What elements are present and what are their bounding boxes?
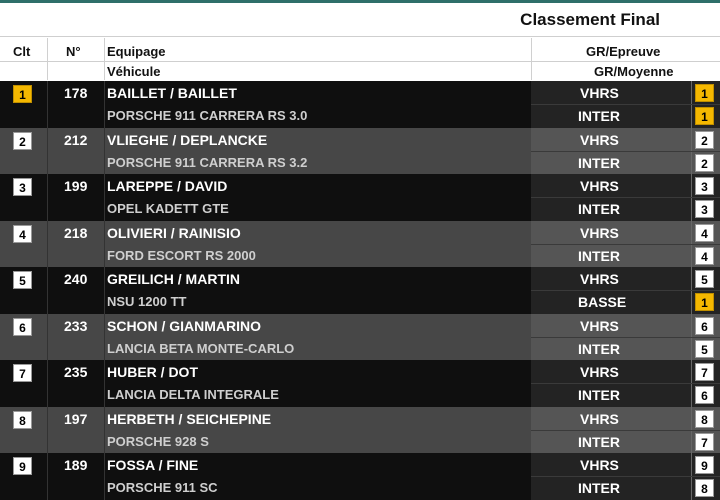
header-divider: [47, 38, 48, 80]
group-moyenne: INTER: [578, 108, 620, 124]
car-number: 199: [64, 178, 88, 194]
crew-name: VLIEGHE / DEPLANCKE: [107, 131, 268, 148]
group-epreuve-rank-badge: 2: [695, 131, 714, 149]
group-moyenne: INTER: [578, 154, 620, 171]
row-divider: [531, 151, 720, 152]
table-row[interactable]: [0, 407, 720, 454]
header-gr-epreuve[interactable]: GR/Epreuve: [586, 44, 661, 59]
group-moyenne-rank-badge: 1: [695, 107, 714, 125]
row-divider: [531, 104, 720, 105]
crew-name: BAILLET / BAILLET: [107, 85, 237, 101]
row-divider: [531, 337, 720, 338]
group-moyenne: INTER: [578, 480, 620, 496]
table-row[interactable]: [0, 267, 720, 314]
header-equipage[interactable]: Equipage: [107, 44, 166, 59]
group-moyenne-rank-badge: 5: [695, 340, 714, 358]
group-epreuve-rank-badge: 6: [695, 317, 714, 335]
rank-badge: 7: [13, 364, 32, 382]
header-separator-top: [0, 36, 720, 37]
header-separator-mid: [0, 61, 720, 62]
group-moyenne-rank-badge: 2: [695, 154, 714, 172]
crew-name: LAREPPE / DAVID: [107, 178, 228, 194]
group-moyenne-rank-badge: 4: [695, 247, 714, 265]
car-number: 240: [64, 271, 88, 287]
crew-name: HUBER / DOT: [107, 364, 198, 380]
row-divider: [531, 430, 720, 431]
rank-badge: 3: [13, 178, 32, 196]
table-row[interactable]: [0, 221, 720, 268]
vehicle-name: NSU 1200 TT: [107, 294, 187, 309]
row-divider: [531, 476, 720, 477]
group-moyenne-rank-badge: 6: [695, 386, 714, 404]
header-divider: [531, 38, 532, 80]
group-moyenne-rank-badge: 8: [695, 479, 714, 497]
header-num[interactable]: N°: [66, 44, 81, 59]
rank-badge: 4: [13, 225, 32, 243]
row-divider: [531, 197, 720, 198]
rank-badge: 8: [13, 411, 32, 429]
vehicle-name: PORSCHE 928 S: [107, 433, 209, 449]
vehicle-name: PORSCHE 911 SC: [107, 480, 218, 495]
group-moyenne: INTER: [578, 247, 620, 264]
group-epreuve: VHRS: [580, 85, 619, 101]
group-moyenne: INTER: [578, 340, 620, 357]
vehicle-name: LANCIA DELTA INTEGRALE: [107, 387, 279, 402]
group-epreuve: VHRS: [580, 131, 619, 148]
crew-name: HERBETH / SEICHEPINE: [107, 410, 272, 427]
rank-badge: 2: [13, 132, 32, 150]
group-moyenne: INTER: [578, 201, 620, 217]
group-moyenne-rank-badge: 7: [695, 433, 714, 451]
group-moyenne-rank-badge: 3: [695, 200, 714, 218]
header-divider: [104, 38, 105, 80]
crew-name: FOSSA / FINE: [107, 457, 199, 473]
car-number: 233: [64, 317, 88, 334]
group-epreuve-rank-badge: 5: [695, 270, 714, 288]
rank-badge: 6: [13, 318, 32, 336]
crew-name: OLIVIERI / RAINISIO: [107, 224, 241, 241]
vehicle-name: PORSCHE 911 CARRERA RS 3.2: [107, 154, 308, 170]
car-number: 218: [64, 224, 88, 241]
vehicle-name: FORD ESCORT RS 2000: [107, 247, 256, 263]
vehicle-name: PORSCHE 911 CARRERA RS 3.0: [107, 108, 308, 123]
crew-name: GREILICH / MARTIN: [107, 271, 240, 287]
group-epreuve: VHRS: [580, 457, 619, 473]
group-epreuve-rank-badge: 8: [695, 410, 714, 428]
crew-name: SCHON / GIANMARINO: [107, 317, 261, 334]
car-number: 212: [64, 131, 88, 148]
car-number: 178: [64, 85, 88, 101]
header-gr-moyenne[interactable]: GR/Moyenne: [594, 64, 674, 79]
header-clt[interactable]: Clt: [13, 44, 31, 59]
group-epreuve: VHRS: [580, 271, 619, 287]
group-epreuve: VHRS: [580, 410, 619, 427]
table-row[interactable]: [0, 128, 720, 175]
group-moyenne: INTER: [578, 433, 620, 450]
group-epreuve-rank-badge: 3: [695, 177, 714, 195]
row-divider: [531, 290, 720, 291]
group-moyenne: INTER: [578, 387, 620, 403]
table-row[interactable]: [0, 81, 720, 128]
group-moyenne: BASSE: [578, 294, 627, 310]
group-epreuve: VHRS: [580, 364, 619, 380]
group-epreuve: VHRS: [580, 178, 619, 194]
group-epreuve-rank-badge: 4: [695, 224, 714, 242]
rank-badge: 5: [13, 271, 32, 289]
row-divider: [531, 244, 720, 245]
group-moyenne-rank-badge: 1: [695, 293, 714, 311]
car-number: 235: [64, 364, 88, 380]
row-divider: [531, 383, 720, 384]
group-epreuve: VHRS: [580, 317, 619, 334]
top-accent-line: [0, 0, 720, 3]
car-number: 189: [64, 457, 88, 473]
page-title: Classement Final: [520, 10, 660, 29]
vehicle-name: OPEL KADETT GTE: [107, 201, 229, 216]
table-row[interactable]: [0, 174, 720, 221]
table-row[interactable]: [0, 360, 720, 407]
rank-badge: 1: [13, 85, 32, 103]
header-vehicule[interactable]: Véhicule: [107, 64, 161, 79]
vehicle-name: LANCIA BETA MONTE-CARLO: [107, 340, 295, 356]
table-row[interactable]: [0, 453, 720, 500]
group-epreuve-rank-badge: 9: [695, 456, 714, 474]
car-number: 197: [64, 410, 88, 427]
group-epreuve: VHRS: [580, 224, 619, 241]
table-row[interactable]: [0, 314, 720, 361]
group-epreuve-rank-badge: 7: [695, 363, 714, 381]
results-table: [0, 81, 720, 500]
rank-badge: 9: [13, 457, 32, 475]
group-epreuve-rank-badge: 1: [695, 84, 714, 102]
